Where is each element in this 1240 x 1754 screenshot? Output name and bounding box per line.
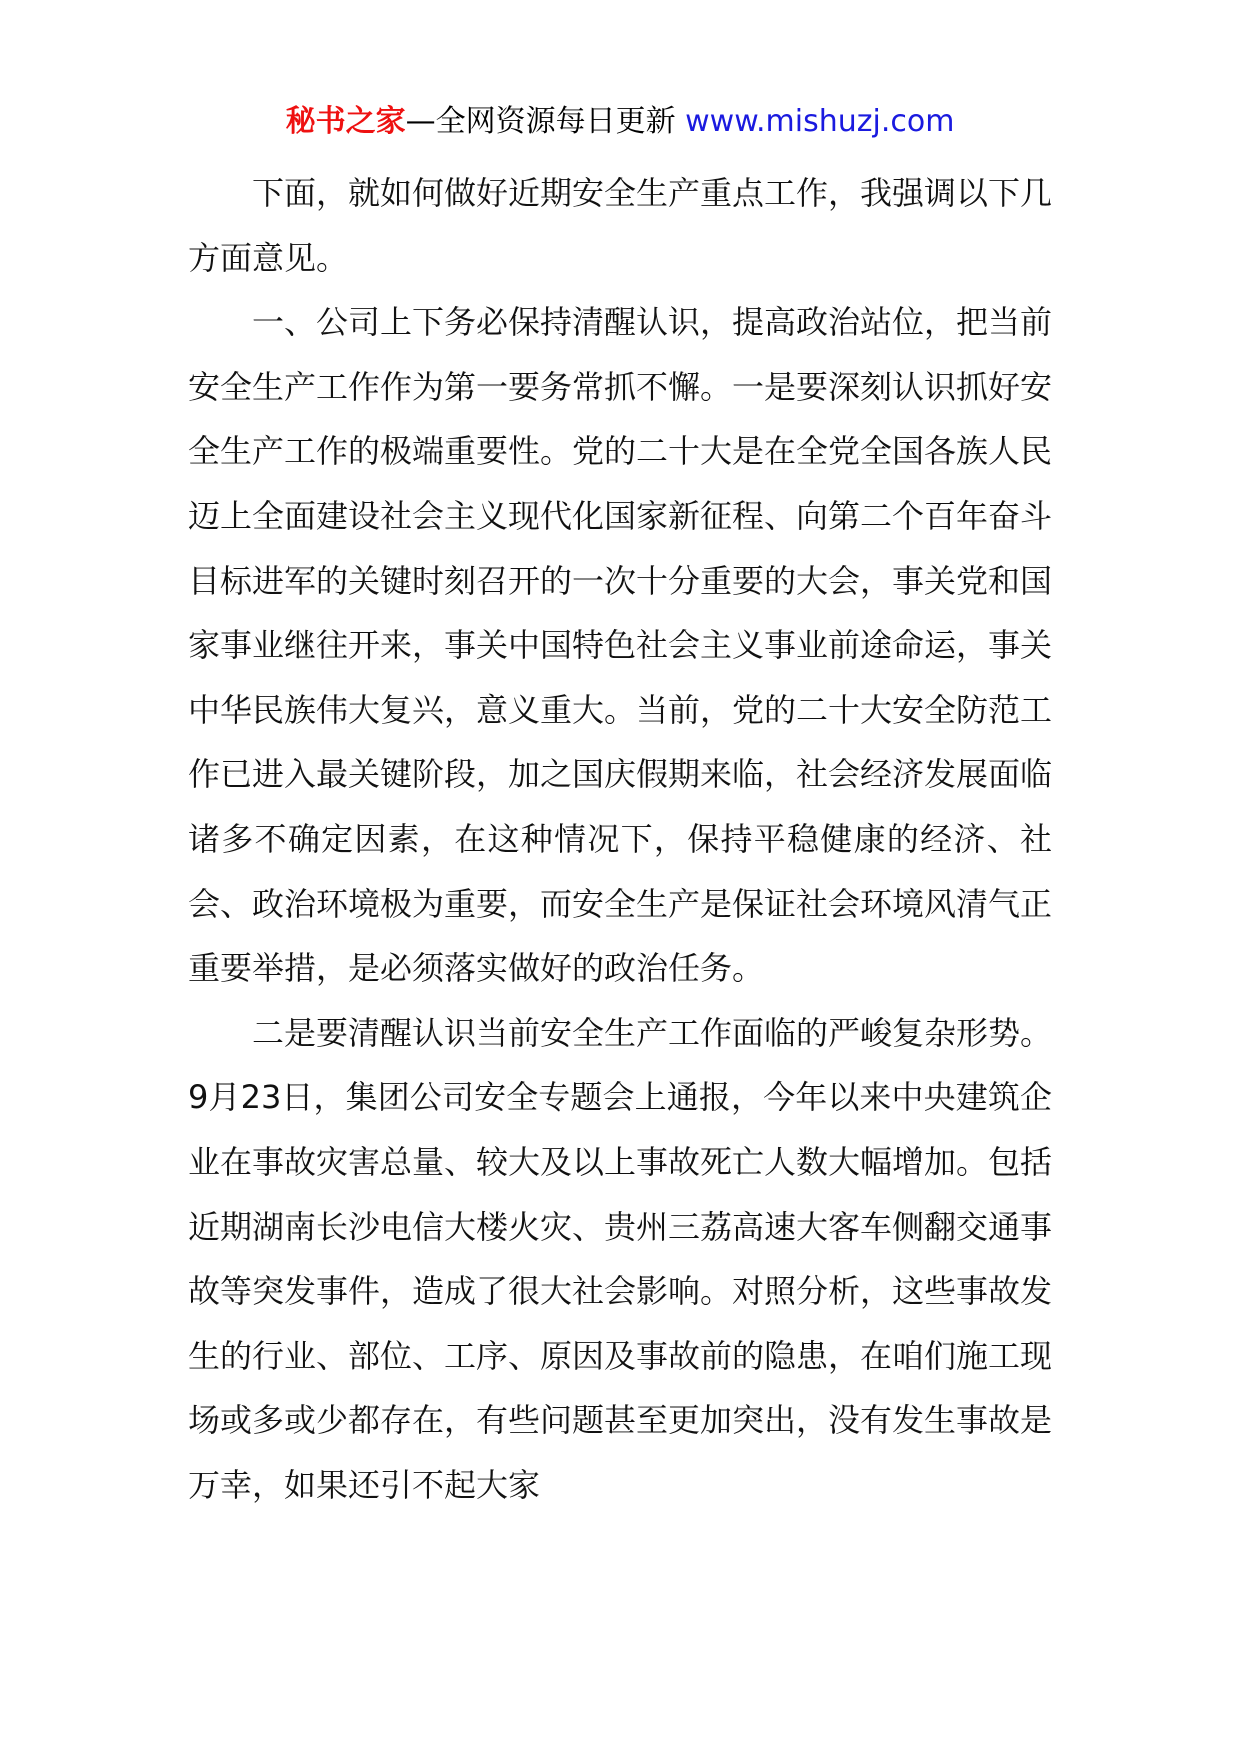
paragraph-point-one: 一、公司上下务必保持清醒认识，提高政治站位，把当前安全生产工作作为第一要务常抓不懈。一是要深刻认识抓好安全生产工作的极端重要性。党的二十大是在全党全国各族人民迈上全面建设社会主义现代化国家新征程、向第二个百年奋斗目标进军的关键时刻召开的一次十分重要的大会，事关党和国家事业继往开来，事关中国特色社会主义事业前途命运，事关中华民族伟大复兴，意义重大。当前，党的二十大安全防范工作已进入最关键阶段，加之国庆假期来临，社会经济发展面临诸多不确定因素，在这种情况下，保持平稳健康的经济、社会、政治环境极为重要，而安全生产是保证社会环境风清气正重要举措，是必须落实做好的政治任务。 <box>188 303 1053 988</box>
header-url-link[interactable]: www.mishuzj.com <box>685 104 955 139</box>
paragraph-intro: 下面，就如何做好近期安全生产重点工作，我强调以下几方面意见。 <box>188 174 1053 277</box>
brand-name: 秘书之家 <box>285 104 406 139</box>
page-header <box>0 100 1240 144</box>
paragraph-point-two: 二是要清醒认识当前安全生产工作面临的严峻复杂形势。9月23日，集团公司安全专题会上通报，今年以来中央建筑企业在事故灾害总量、较大及以上事故死亡人数大幅增加。包括近期湖南长沙电信大楼火灾、贵州三荔高速大客车侧翻交通事故等突发事件，造成了很大社会影响。对照分析，这些事故发生的行业、部位、工序、原因及事故前的隐患，在咱们施工现场或多或少都存在，有些问题甚至更加突出，没有发生事故是万幸，如果还引不起大家 <box>188 1013 1053 1504</box>
header-tagline: —全网资源每日更新 <box>405 104 676 139</box>
document-body <box>188 161 1052 1517</box>
